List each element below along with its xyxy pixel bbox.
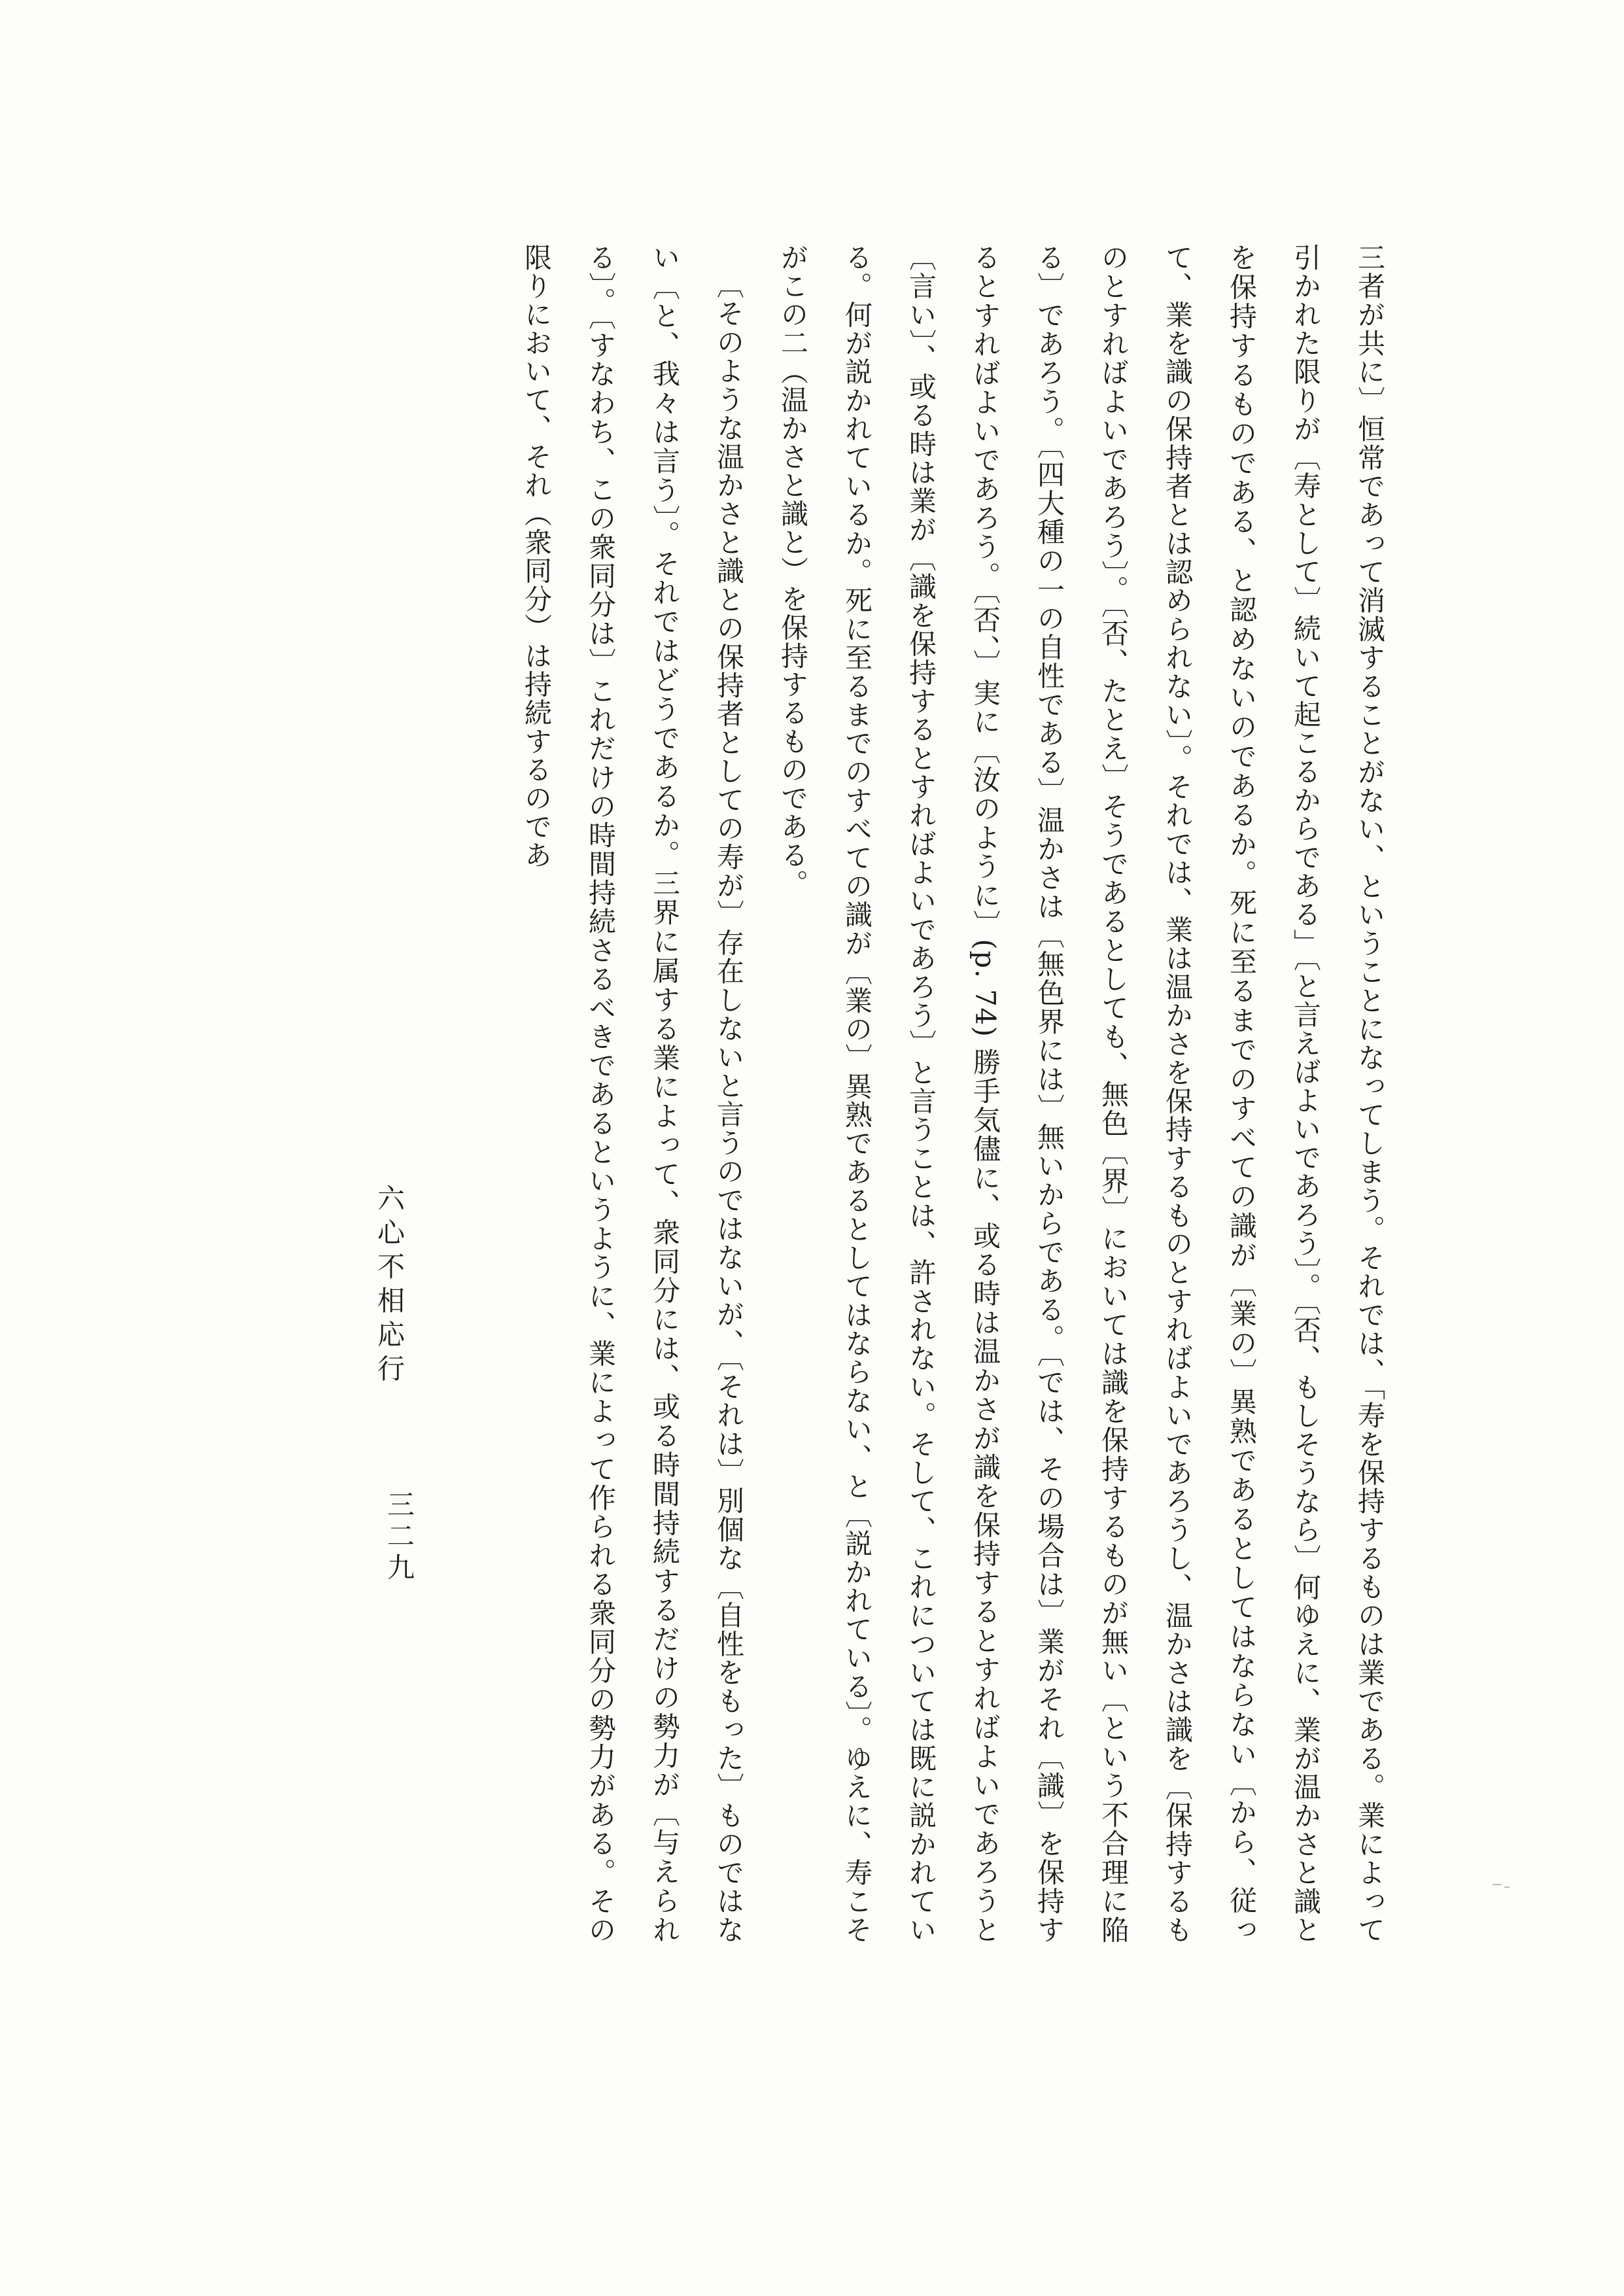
running-head: 六心不相応行 [373,1184,406,1388]
paragraph-second: 〔そのような温かさと識との保持者としての寿が〕存在しないと言うのではないが、〔それは〕別個な〔自性をもった〕ものではない〔と、我々は言う〕。それではどうであるか。三界に属する業によって、衆同分には、或る時間持続するだけの勢力が〔与えられる〕。〔すなわち、この衆同分は〕これだけの時間持続さるべきであるというように、業によって作られる衆同分の勢力がある。その限りにおいて、それ（衆同分）は持続するのであ [521,243,745,1945]
scan-speck-mark [1504,1887,1510,1888]
page-number: 三二九 [383,1490,415,1584]
paragraph-continuation: 三者が共に〕恒常であって消滅することがない、ということになってしまう。それでは、「寿を保持するものは業である。業によって引かれた限りが〔寿として〕続いて起こるからである」〔と言えばよいであろう〕。〔否、もしそうなら〕何ゆえに、業が温かさと識とを保持するものである、と認めないのであるか。死に至るまでのすべての識が〔業の〕異熟であるとしてはならない〔から、従って、業を識の保持者とは認められない〕。それでは、業は温かさを保持するものとすればよいであろうし、温かさは識を〔保持するものとすればよいであろう〕。〔否、たとえ〕そうであるとしても、無色〔界〕においては識を保持するものが無い〔という不合理に陥る〕であろう。〔四大種の一の自性である〕温かさは〔無色界には〕無いからである。〔では、その場合は〕業がそれ〔識〕を保持するとすればよいであろう。〔否、〕実に〔汝のように〕(p. 74) 勝手気儘に、或る時は温かさが識を保持するとすればよいであろうと〔言い〕、或る時は業が〔識を保持するとすればよいであろう〕と言うことは、許されない。そして、これについては既に説かれている。何が説かれているか。死に至るまでのすべての識が〔業の〕異熟であるとしてはならない、と〔説かれている〕。ゆえに、寿こそがこの二（温かさと識と）を保持するものである。 [777,243,1386,1945]
scan-speck-mark [1493,1884,1502,1885]
main-text-block [504,243,1402,1944]
